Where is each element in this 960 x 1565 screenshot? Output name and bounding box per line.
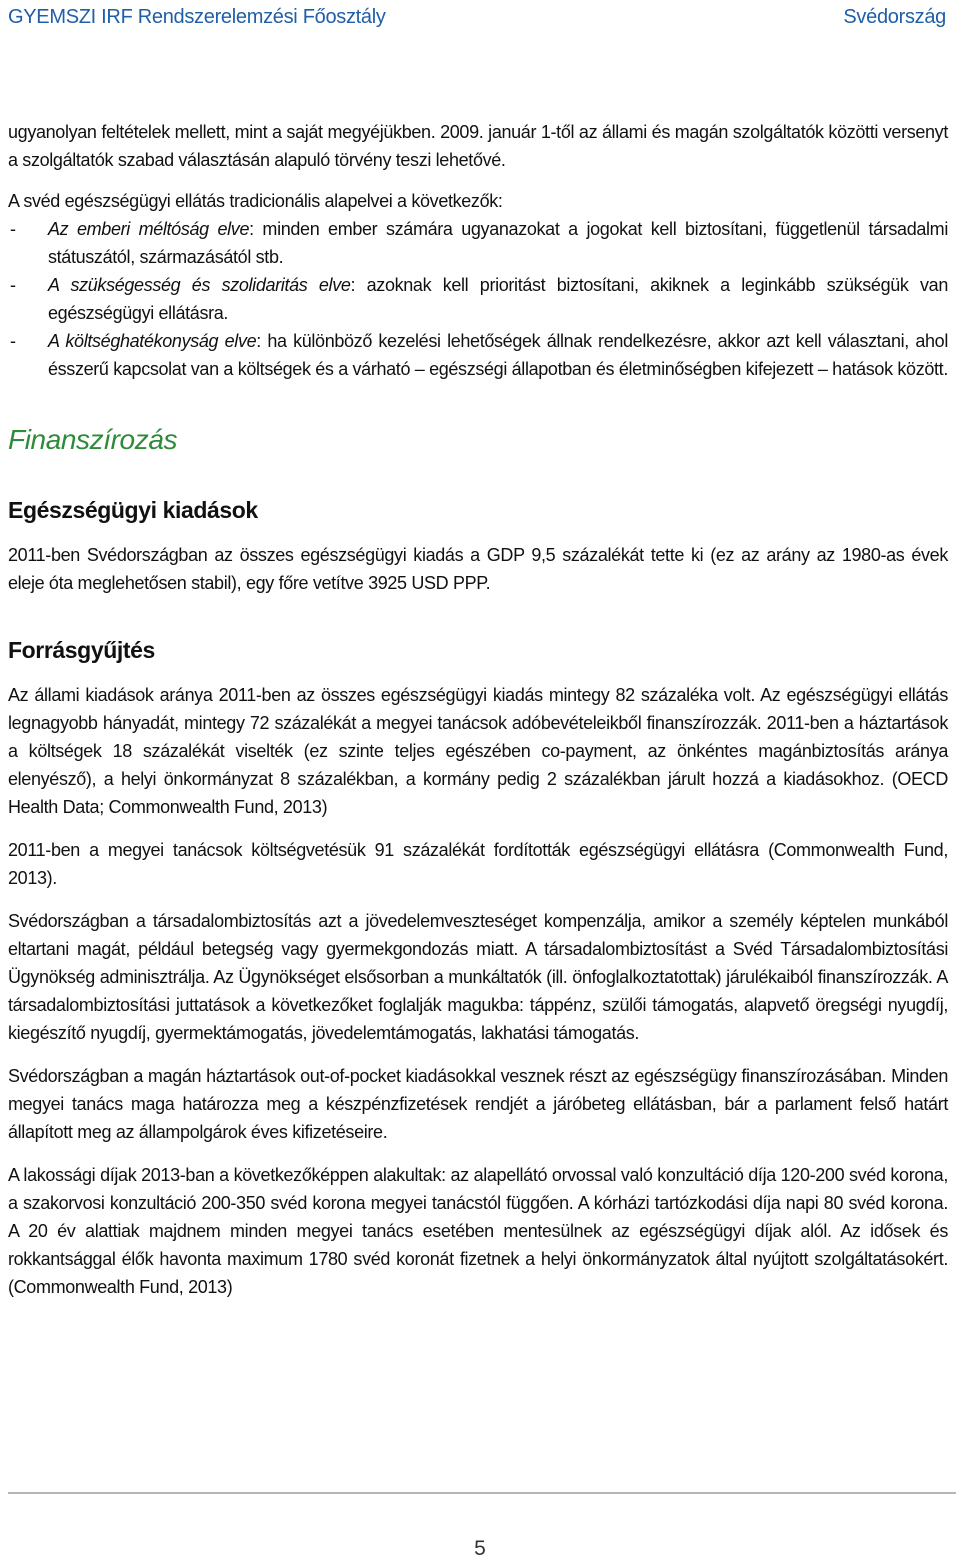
principle-title: A szükségesség és szolidaritás elve bbox=[48, 275, 351, 295]
document-body bbox=[8, 118, 948, 1301]
header-right-title: Svédország bbox=[843, 5, 946, 28]
principle-text: : ha különböző kezelési lehetőségek állnak rendelkezésre, akkor azt kell választani, ahol ésszerű kapcsolat van a költségek és a várható – egészségi állapotban és életminőségben kifejezett – hatások között. bbox=[48, 331, 948, 379]
principle-title: A költséghatékonyság elve bbox=[48, 331, 257, 351]
page-header bbox=[8, 0, 946, 34]
funding-paragraph: Svédországban a magán háztartások out-of-pocket kiadásokkal vesznek részt az egészségügy finanszírozásában. Minden megyei tanács maga határozza meg a készpénzfizetések rendjét a járóbeteg ellátásban, bár a parlament felső határt állapított meg az állampolgárok éves kifizetéseire. bbox=[8, 1066, 948, 1142]
funding-paragraph: Az állami kiadások aránya 2011-ben az összes egészségügyi kiadás mintegy 82 százaléka volt. Az egészségügyi ellátás legnagyobb hányadát, mintegy 72 százalékát a megyei tanácsok adóbevételeikből finanszírozzák. 2011-ben a háztartások a költségek 18 százalékát viselték (ez szinte teljes egészében co-payment, az önkéntes magánbiztosítás aránya elenyésző), a helyi önkormányzat 8 százalékban, a kormány pedig 2 százalékban járult hozzá a kiadásokhoz. (OECD Health Data; Commonwealth Fund, 2013) bbox=[8, 685, 948, 817]
funding-paragraph: A lakossági díjak 2013-ban a következőképpen alakultak: az alapellátó orvossal való konzultáció díja 120-200 svéd korona, a szakorvosi konzultáció 200-350 svéd korona megyei tanácstól függően. A kórházi tartózkodási díja napi 80 svéd korona. A 20 év alattiak majdnem minden megyei tanács esetében mentesülnek az egészségügyi díjak alól. Az idősek és rokkantsággal élők havonta maximum 1780 svéd koronát fizetnek a helyi önkormányzatok által nyújtott szolgáltatásokért. (Commonwealth Fund, 2013) bbox=[8, 1165, 948, 1297]
dash-bullet: - bbox=[10, 275, 16, 295]
funding-paragraph: Svédországban a társadalombiztosítás azt a jövedelemveszteséget kompenzálja, amikor a személy képtelen munkából eltartani magát, például betegség vagy gyermekgondozás miatt. A társadalombiztosítást a Svéd Társadalombiztosítási Ügynökség adminisztrálja. Az Ügynökséget elsősorban a munkáltatók (ill. önfoglalkoztatottak) járulékaiból finanszírozzák. A társadalombiztosítási juttatások a következőket foglalják magukba: táppénz, szülői támogatás, alapvető öregségi nyugdíj, kiegészítő nyugdíj, gyermektámogatás, jövedelemtámogatás, lakhatási támogatás. bbox=[8, 911, 948, 1043]
principle-text: : azoknak kell prioritást biztosítani, akiknek a leginkább szükségük van egészségügyi ellátásra. bbox=[48, 275, 948, 323]
principle-text: : minden ember számára ugyanazokat a jogokat kell biztosítani, függetlenül társadalmi státuszától, származásától stb. bbox=[48, 219, 948, 267]
principle-item bbox=[8, 271, 948, 327]
page-number: 5 bbox=[474, 1537, 486, 1560]
funding-heading: Forrásgyűjtés bbox=[8, 637, 155, 663]
expenses-heading: Egészségügyi kiadások bbox=[8, 497, 258, 523]
footer-divider bbox=[8, 1492, 956, 1494]
dash-bullet: - bbox=[10, 331, 16, 351]
intro-paragraph: ugyanolyan feltételek mellett, mint a saját megyéjükben. 2009. január 1-től az állami és magán szolgáltatók közötti versenyt a szolgáltatók szabad választásán alapuló törvény teszi lehetővé. bbox=[8, 122, 948, 170]
section-title: Finanszírozás bbox=[8, 424, 178, 455]
principles-lead: A svéd egészségügyi ellátás tradicionális alapelvei a következők: bbox=[8, 191, 503, 211]
funding-paragraph: 2011-ben a megyei tanácsok költségvetésük 91 százalékát fordították egészségügyi ellátásra (Commonwealth Fund, 2013). bbox=[8, 840, 948, 888]
principle-title: Az emberi méltóság elve bbox=[48, 219, 250, 239]
expenses-paragraph: 2011-ben Svédországban az összes egészségügyi kiadás a GDP 9,5 százalékát tette ki (ez az arány az 1980-as évek eleje óta meglehetősen stabil), egy főre vetítve 3925 USD PPP. bbox=[8, 545, 948, 593]
header-left-title: GYEMSZI IRF Rendszerelemzési Főosztály bbox=[8, 5, 386, 28]
principle-item bbox=[8, 215, 948, 271]
principle-item bbox=[8, 327, 948, 383]
dash-bullet: - bbox=[10, 219, 16, 239]
